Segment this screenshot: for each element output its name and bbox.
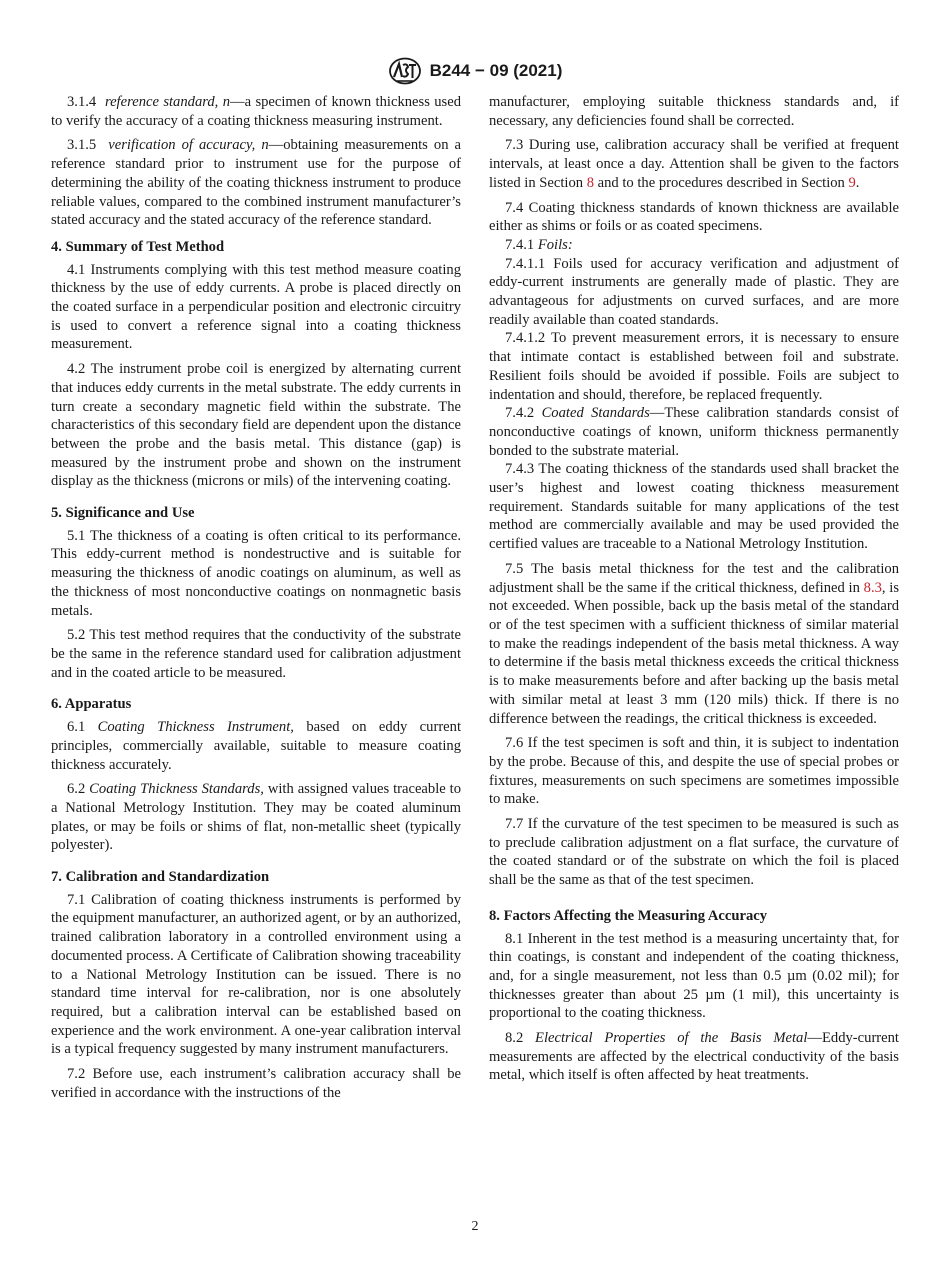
paragraph-5-2: 5.2 This test method requires that the conductivity of the substrate be the same in the reference standard used for calibration adjustment and in the coated article to be measured. [51,627,461,681]
section-9-link[interactable]: 9 [848,174,856,191]
paragraph-8-2: 8.2 Electrical Properties of the Basis Metal—Eddy-current measurements are affected by the electrical conductivity of the basis metal, which itself is often affected by heat treatments. [489,1030,899,1084]
paragraph-7-6: 7.6 If the test specimen is soft and thin, it is subject to indentation by the probe. Because of this, and despite the use of special probes or fixtures, measurements on such specimens are sometimes impossible to make. [489,735,899,808]
paragraph-7-7: 7.7 If the curvature of the test specimen to be measured is such as to preclude calibration adjustment on a flat surface, the curvature of the coated standard or of the substrate on which the foil is placed shall be the same as that of the test specimen. [489,816,899,889]
left-column [51,93,461,1108]
paragraph-7-4-1: 7.4.1 Foils: [505,236,573,253]
paragraph-7-2-start: 7.2 Before use, each instrument’s calibration accuracy shall be verified in accordance with the instructions of the [51,1066,461,1101]
paragraph-6-2: 6.2 Coating Thickness Standards, with assigned values traceable to a National Metrology Institution. They may be coated aluminum plates, or may be foils or shims of flat, non-metallic sheet (typically polyester). [51,781,461,854]
standard-designation: B244 − 09 (2021) [429,61,563,80]
paragraph-3-1-5: 3.1.5 verification of accuracy, n—obtaining measurements on a reference standard prior to instrument use for the purpose of determining the ability of the coating thickness instrument to produce reliable values, compared to the combined instrument manufacturer’s stated accuracy and the stated accuracy of the reference standard. [51,137,462,229]
paragraph-7-2-continued: manufacturer, employing suitable thickness standards and, if necessary, any deficiencies found shall be corrected. [489,94,899,129]
section-8-heading: 8. Factors Affecting the Measuring Accuracy [489,907,768,924]
paragraph-7-3: 7.3 During use, calibration accuracy shall be verified at frequent intervals, at least once a day. Attention shall be given to the factors listed in Section 8 and to the procedures described in Section 9. [489,137,899,191]
section-8-link[interactable]: 8 [586,174,594,191]
paragraph-7-4-2: 7.4.2 Coated Standards—These calibration standards consist of nonconductive coatings of known, uniform thickness permanently bonded to the substrate material. [489,405,899,459]
paragraph-7-4-1-2: 7.4.1.2 To prevent measurement errors, it is necessary to ensure that intimate contact is established between foil and substrate. Resilient foils should be avoided if possible. Foils are subject to indentation and should, therefore, be replaced frequently. [489,330,899,403]
section-6-heading: 6. Apparatus [51,696,132,713]
page-header [0,56,950,86]
paragraph-8-1: 8.1 Inherent in the test method is a measuring uncertainty that, for thin coatings, is constant and independent of the coating thickness, and, for a single measurement, not less than 0.5 µm (0.02 mil); for thicknesses greater than about 25 µm (1 mil), this uncertainty is proportional to the coating thickness. [489,930,899,1022]
section-5-heading: 5. Significance and Use [51,505,195,522]
paragraph-5-1: 5.1 The thickness of a coating is often critical to its performance. This eddy-current method is nondestructive and is suitable for measuring the thickness of anodic coatings on aluminum, as well as the thickness of most nonconductive coatings on nonmagnetic basis metals. [51,527,461,619]
section-8-3-link[interactable]: 8.3 [863,579,882,596]
paragraph-7-4: 7.4 Coating thickness standards of known thickness are available either as shims or foils or as coated specimens. [489,199,899,235]
paragraph-4-2: 4.2 The instrument probe coil is energized by alternating current that induces eddy currents in the metal substrate. The eddy currents in turn create a secondary magnetic field within the substrate. The characteristics of this secondary field are dependent upon the distance between the probe and the basis metal. This distance (gap) is measured by the instrument probe and shown on the instrument display as the thickness (microns or mils) of the intervening coating. [51,361,461,490]
paragraph-4-1: 4.1 Instruments complying with this test method measure coating thickness by the use of eddy currents. A probe is placed directly on the coated surface in a perpendicular position and electronic circuitry is used to convert a reference signal into a coating thickness measurement. [51,261,461,353]
right-column [489,93,899,1091]
page-number: 2 [471,1219,479,1234]
paragraph-7-5: 7.5 The basis metal thickness for the test and the calibration adjustment shall be the same if the critical thickness, defined in 8.3, is not exceeded. When possible, back up the basis metal of the standard or of the test specimen with a sufficient thickness of similar material to make the readings independent of the basis metal thickness. A way to determine if the basis metal thickness exceeds the critical thickness is to make measurements before and after backing up the basis metal with similar metal at least 3 mm (120 mils) thick. If there is no difference between the readings, the critical thickness is exceeded. [489,560,900,727]
paragraph-7-1: 7.1 Calibration of coating thickness instruments is performed by the equipment manufacturer, an authorized agent, or by an authorized, trained calibration laboratory in a controlled environment using a documented process. A Certificate of Calibration showing traceability to a National Metrology Institution can be issued. There is no standard time interval for re-calibration, nor is one absolutely required, but a calibration interval can be established based on experience and the work environment. A one-year calibration interval is a typical frequency suggested by many instrument manufacturers. [51,891,461,1058]
section-7-heading: 7. Calibration and Standardization [51,869,270,886]
paragraph-7-4-1-1: 7.4.1.1 Foils used for accuracy verification and adjustment of eddy-current instruments are generally made of plastic. They are advantageous for adjustments on curved surfaces, and are more readily available than coated standards. [489,255,899,328]
paragraph-3-1-4: 3.1.4 reference standard, n—a specimen of known thickness used to verify the accuracy of a coating thickness measuring instrument. [51,94,461,129]
section-4-heading: 4. Summary of Test Method [51,238,225,255]
paragraph-7-4-3: 7.4.3 The coating thickness of the standards used shall bracket the user’s highest and lowest coating thickness measurement requirement. Standards suitable for many applications of the test method are commercially available and may be used provided the certified values are traceable to a National Metrology Institution. [489,461,899,553]
astm-logo-icon [388,57,422,85]
paragraph-6-1: 6.1 Coating Thickness Instrument, based on eddy current principles, commercially available, suitable to measure coating thickness accurately. [51,719,462,773]
